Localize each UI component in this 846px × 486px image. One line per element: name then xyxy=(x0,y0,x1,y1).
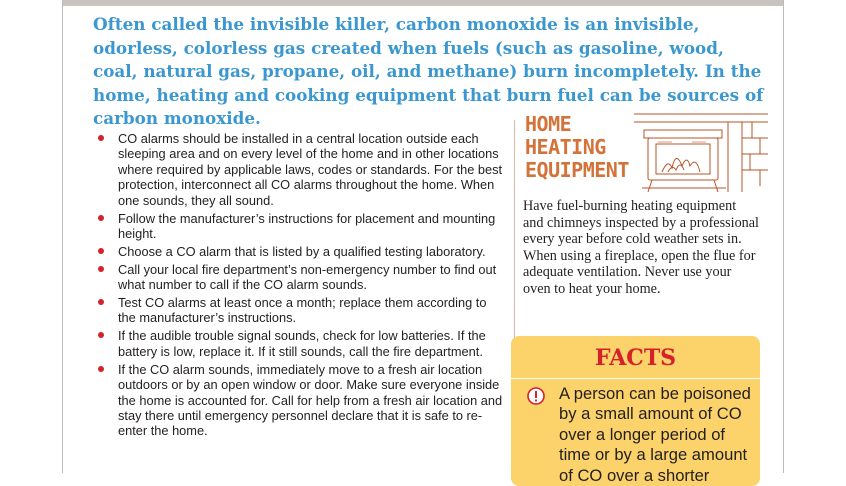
heating-heading xyxy=(525,112,629,182)
list-item xyxy=(96,244,506,259)
page-border-right xyxy=(783,0,784,473)
bullet-icon xyxy=(98,135,104,141)
safety-tips-list xyxy=(96,131,506,441)
column-divider xyxy=(514,120,515,338)
heating-paragraph: Have fuel-burning heating equipment and chimneys inspected by a professional every year before cold weather sets in. When using a fireplace, open the flue for adequate ventilation. Never use your oven to heat your home. xyxy=(523,198,759,297)
intro-paragraph: Often called the invisible killer, carbon monoxide is an invisible, odorless, colorless gas created when fuels (such as gasoline, wood, coal, natural gas, propane, oil, and methane) burn incompletely. In the home, heating and cooking equipment that burn fuel can be sources of carbon monoxide. xyxy=(93,14,764,129)
list-item-text: Test CO alarms at least once a month; replace them according to the manufacturer’s instructions. xyxy=(118,295,487,326)
bullet-icon xyxy=(98,215,104,221)
list-item xyxy=(96,362,506,439)
facts-divider xyxy=(511,378,760,379)
bullet-icon xyxy=(98,299,104,305)
list-item-text: Call your local fire department’s non-emergency number to find out what number to call if the CO alarm sounds. xyxy=(118,261,497,293)
facts-box xyxy=(511,336,760,486)
list-item-text: Choose a CO alarm that is listed by a qualified testing laboratory. xyxy=(118,243,486,259)
exclamation-circle-icon xyxy=(527,387,545,405)
bullet-icon xyxy=(98,366,104,372)
heading-line: EQUIPMENT xyxy=(525,158,629,182)
list-item xyxy=(96,295,506,326)
list-item-text: If the audible trouble signal sounds, check for low batteries. If the battery is low, replace it. If it still sounds, call the fire department. xyxy=(118,328,486,359)
wood-stove-illustration xyxy=(632,108,768,192)
list-item-text: CO alarms should be installed in a central location outside each sleeping area and on every level of the home and in other locations where required by applicable laws, codes or standards. For the best protection, interconnect all CO alarms throughout the home. When one sounds, they all sound. xyxy=(118,131,503,208)
list-item-text: If the CO alarm sounds, immediately move to a fresh air location outdoors or by an open window or door. Make sure everyone inside the home is accounted for. Call for help from a fresh air location and stay there until emergency personnel declare that it is safe to re-enter the home. xyxy=(118,361,503,439)
bullet-icon xyxy=(98,266,104,272)
list-item xyxy=(96,211,506,242)
bullet-icon xyxy=(98,248,104,254)
facts-title: FACTS xyxy=(594,345,677,371)
bullet-icon xyxy=(98,332,104,338)
heading-line: HEATING xyxy=(525,135,606,159)
top-photo-strip xyxy=(62,0,784,6)
page-border-left xyxy=(62,0,63,473)
facts-item-text: A person can be poisoned by a small amount of CO over a longer period of time or by a large amount of CO over a shorter xyxy=(559,384,751,485)
heading-line: HOME xyxy=(525,112,572,136)
list-item xyxy=(96,131,506,208)
list-item xyxy=(96,262,506,293)
list-item-text: Follow the manufacturer’s instructions for placement and mounting height. xyxy=(118,210,496,241)
list-item xyxy=(96,328,506,359)
